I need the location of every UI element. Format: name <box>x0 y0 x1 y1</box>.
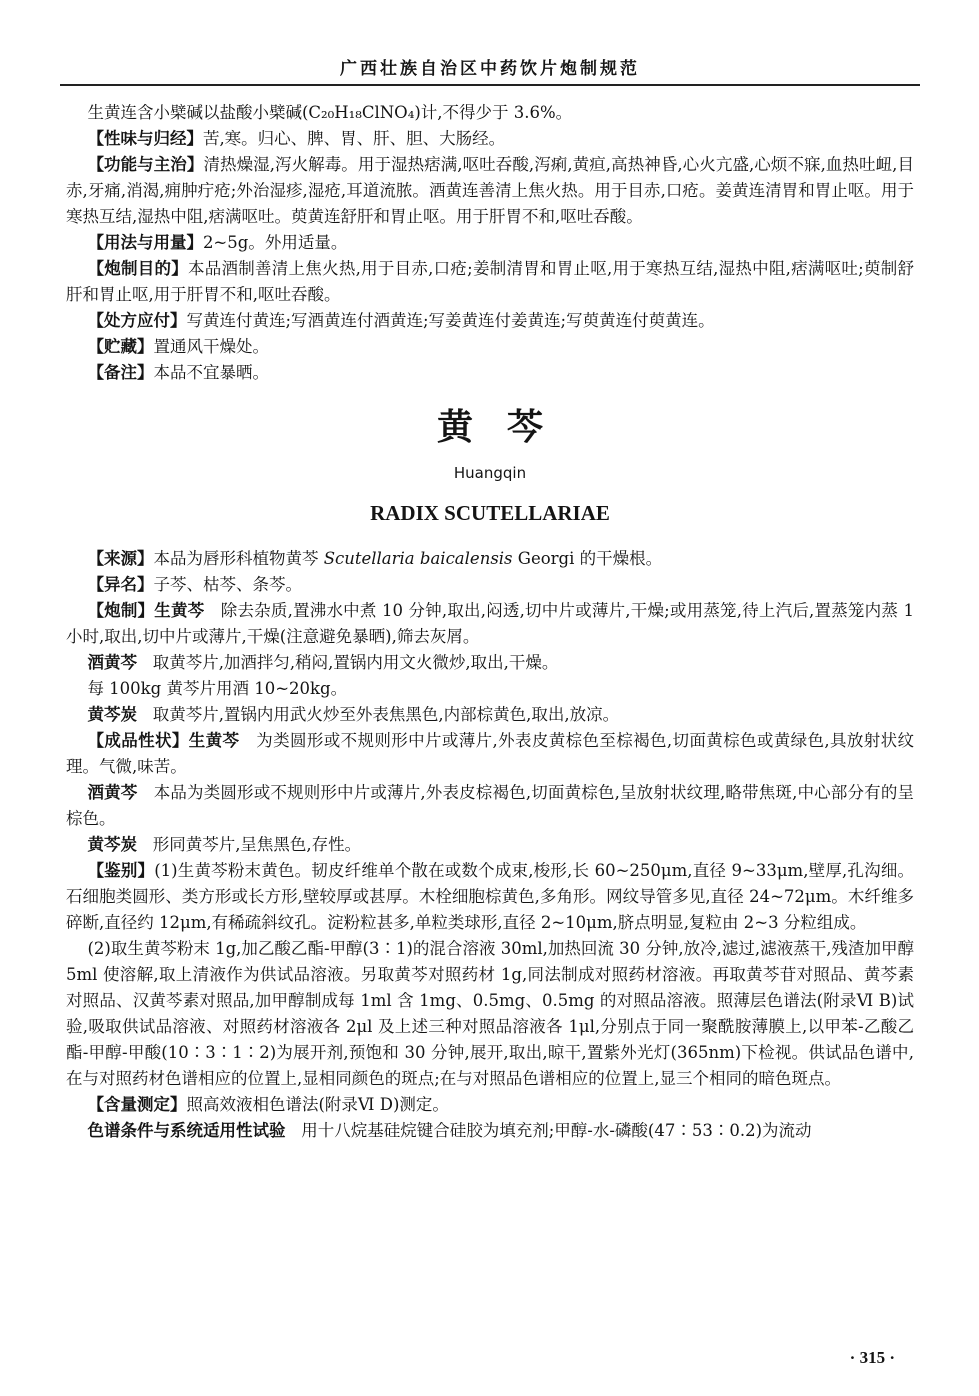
section-text: 2~5g。外用适量。 <box>202 233 348 252</box>
section-xingzhuang <box>66 728 914 780</box>
section-tag: 【炮制】 <box>87 601 155 620</box>
section-tag: 【贮藏】 <box>87 337 154 356</box>
section-gongneng <box>66 152 914 230</box>
section-text: 取黄芩片,置锅内用武火炒至外表焦黑色,内部棕黄色,取出,放凉。 <box>152 705 620 724</box>
section-paozhi <box>66 598 914 650</box>
section-tag: 【鉴别】 <box>87 861 155 880</box>
section-text: 用十八烷基硅烷键合硅胶为填充剂;甲醇-水-磷酸(47∶53∶0.2)为流动 <box>301 1121 812 1140</box>
section-zhucang <box>66 334 914 360</box>
section-tag: 【处方应付】 <box>87 311 187 330</box>
paozhi-jiu-amount: 每 100kg 黄芩片用酒 10~20kg。 <box>87 679 348 698</box>
section-yongfa <box>66 230 914 256</box>
species-name: Scutellaria baicalensis <box>323 549 513 568</box>
content-requirement: 生黄连含小檗碱以盐酸小檗碱(C₂₀H₁₈ClNO₄)计,不得少于 3.6%。 <box>87 103 573 122</box>
xingzhuang-tan <box>66 832 914 858</box>
subsection-label: 黄芩炭 <box>87 835 137 854</box>
section-tag: 【性味与归经】 <box>87 129 203 148</box>
section-text: 本品酒制善清上焦火热,用于目赤,口疮;姜制清胃和胃止呕,用于寒热互结,湿热中阻,痞满呕吐;萸制舒肝和胃止呕,用于肝胃不和,呕吐吞酸。 <box>66 259 915 304</box>
section-text: 本品不宜暴晒。 <box>153 363 269 382</box>
entry-pinyin: Huangqin <box>453 464 527 482</box>
paozhi-jiu <box>66 650 914 676</box>
section-text: 本品为唇形科植物黄芩 <box>153 549 324 568</box>
header-rule <box>60 84 920 86</box>
section-text: 置通风干燥处。 <box>153 337 269 356</box>
section-text: 苦,寒。归心、脾、胃、肝、胆、大肠经。 <box>202 129 506 148</box>
section-xingwei <box>66 126 914 152</box>
section-tag: 【异名】 <box>87 575 154 594</box>
section-text: (1)生黄芩粉末黄色。韧皮纤维单个散在或数个成束,梭形,长 60~250μm,直径 9~33μm,壁厚,孔沟细。石细胞类圆形、类方形或长方形,壁较厚或甚厚。木栓细胞棕黄色,多角形。网纹导管多见,直径 24~72μm。木纤维多碎断,直径约 12μm,有稀疏斜纹孔。淀粉粒甚多,单粒类球形,直径 2~10μm,脐点明显,复粒由 2~3 分粒组成。 <box>66 861 915 932</box>
section-chufang <box>66 308 914 334</box>
paozhi-tan <box>66 702 914 728</box>
section-text: 清热燥湿,泻火解毒。用于湿热痞满,呕吐吞酸,泻痢,黄疸,高热神昏,心火亢盛,心烦不寐,血热吐衄,目赤,牙痛,消渴,痈肿疔疮;外治湿疹,湿疮,耳道流脓。酒黄连善清上焦火热。用于目赤,口疮。姜黄连清胃和胃止呕。用于寒热互结,湿热中阻,痞满呕吐。萸黄连舒肝和胃止呕。用于肝胃不和,呕吐吞酸。 <box>66 155 914 226</box>
subsection-label: 酒黄芩 <box>87 653 137 672</box>
section-tag: 【成品性状】 <box>87 731 189 750</box>
section-text: 形同黄芩片,呈焦黑色,存性。 <box>152 835 362 854</box>
xingzhuang-jiu <box>66 780 914 832</box>
section-laiyuan <box>66 546 914 572</box>
section-tag: 【来源】 <box>87 549 154 568</box>
running-header: 广西壮族自治区中药饮片炮制规范 <box>340 59 640 79</box>
section-text: 为类圆形或不规则形中片或薄片,外表皮黄棕色至棕褐色,切面黄棕色或黄绿色,具放射状纹理。气微,味苦。 <box>66 731 915 776</box>
page-body <box>66 100 914 1144</box>
section-text: Georgi 的干燥根。 <box>512 549 663 568</box>
section-text: 取黄芩片,加酒拌匀,稍闷,置锅内用文火微炒,取出,干燥。 <box>152 653 559 672</box>
section-beizhu <box>66 360 914 386</box>
section-tag: 【功能与主治】 <box>87 155 204 174</box>
section-text: 除去杂质,置沸水中煮 10 分钟,取出,闷透,切中片或薄片,干燥;或用蒸笼,待上汽后,置蒸笼内蒸 1 小时,取出,切中片或薄片,干燥(注意避免暴晒),筛去灰屑。 <box>66 601 914 646</box>
section-text: 本品为类圆形或不规则形中片或薄片,外表皮棕褐色,切面黄棕色,呈放射状纹理,略带焦斑,中心部分有的呈棕色。 <box>66 783 914 828</box>
section-text: 子芩、枯芩、条芩。 <box>153 575 302 594</box>
section-tag: 【含量测定】 <box>87 1095 187 1114</box>
section-hanliang <box>66 1092 914 1118</box>
jianbie-2: (2)取生黄芩粉末 1g,加乙酸乙酯-甲醇(3∶1)的混合溶液 30ml,加热回流 30 分钟,放冷,滤过,滤液蒸干,残渣加甲醇 5ml 使溶解,取上清液作为供试品溶液。另取黄芩对照药材 1g,同法制成对照药材溶液。再取黄芩苷对照品、黄芩素对照品、汉黄芩素对照品,加甲醇制成每 1ml 含 1mg、0.5mg、0.5mg 的对照品溶液。照薄层色谱法(附录Ⅵ B)试验,吸取供试品溶液、对照药材溶液各 2μl 及上述三种对照品溶液各 1μl,分别点于同一聚酰胺薄膜上,以甲苯-乙酸乙酯-甲醇-甲酸(10∶3∶1∶2)为展开剂,预饱和 30 分钟,展开,取出,晾干,置紫外光灯(365nm)下检视。供试品色谱中,在与对照药材色谱相应的位置上,显相同颜色的斑点;在与对照品色谱相应的位置上,显三个相同的暗色斑点。 <box>66 939 914 1088</box>
section-tag: 【炮制目的】 <box>87 259 188 278</box>
subsection-label: 黄芩炭 <box>87 705 137 724</box>
page-number: · 315 · <box>849 1348 895 1367</box>
section-text: 照高效液相色谱法(附录Ⅵ D)测定。 <box>186 1095 449 1114</box>
hanliang-sepu <box>66 1118 914 1144</box>
section-mudi <box>66 256 914 308</box>
section-text: 写黄连付黄连;写酒黄连付酒黄连;写姜黄连付姜黄连;写萸黄连付萸黄连。 <box>186 311 715 330</box>
entry-latin-name: RADIX SCUTELLARIAE <box>370 501 610 525</box>
section-tag: 【用法与用量】 <box>87 233 203 252</box>
section-yiming <box>66 572 914 598</box>
subsection-label: 酒黄芩 <box>87 783 138 802</box>
section-tag: 【备注】 <box>87 363 154 382</box>
subsection-label: 生黄芩 <box>188 731 240 750</box>
subsection-label: 色谱条件与系统适用性试验 <box>87 1121 286 1140</box>
entry-title: 黄芩 <box>436 407 577 448</box>
section-jianbie <box>66 858 914 936</box>
subsection-label: 生黄芩 <box>154 601 205 620</box>
